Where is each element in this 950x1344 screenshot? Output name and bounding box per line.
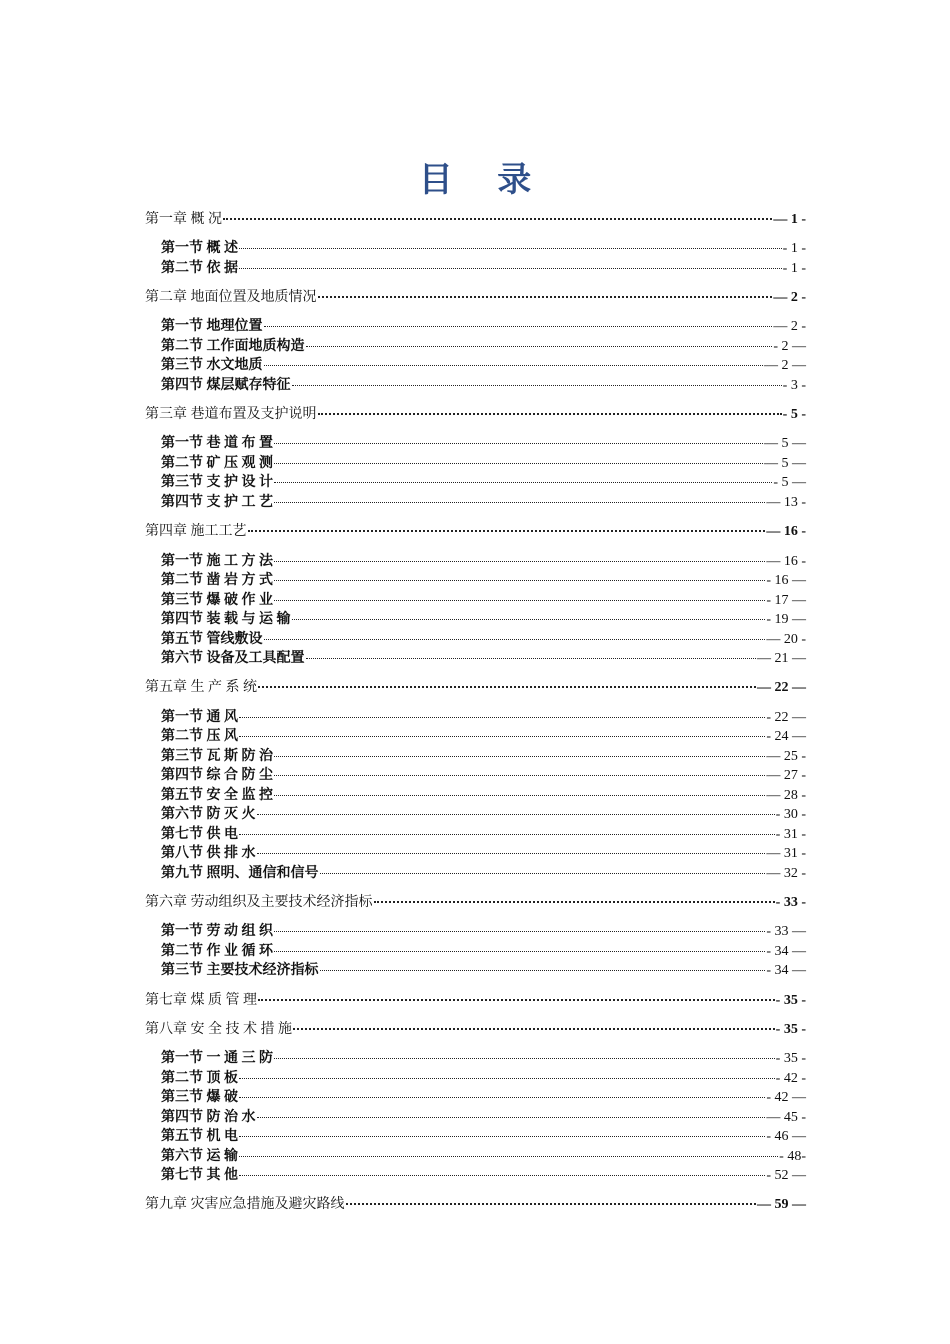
toc-section-entry[interactable]	[145, 591, 806, 611]
toc-section-entry[interactable]	[145, 552, 806, 572]
toc-page-number: — 13 -	[766, 494, 806, 510]
dot-leader	[306, 346, 773, 347]
dot-leader	[318, 413, 782, 415]
toc-entry-label: 第二节 依 据	[161, 260, 238, 276]
dot-leader	[292, 385, 782, 386]
dot-leader	[274, 502, 765, 503]
toc-entry-label: 第八章 安 全 技 术 措 施	[145, 1021, 292, 1037]
toc-chapter-entry[interactable]	[145, 1195, 806, 1215]
toc-chapter-entry[interactable]	[145, 522, 806, 542]
dot-leader	[264, 326, 773, 327]
toc-chapter-entry[interactable]	[145, 1020, 806, 1040]
toc-chapter-entry[interactable]	[145, 405, 806, 425]
dot-leader	[274, 600, 765, 601]
toc-page-number: - 30 -	[775, 807, 806, 823]
toc-page-number: — 2 —	[764, 358, 806, 374]
dot-leader	[257, 853, 766, 854]
toc-entry-label: 第九节 照明、通信和信号	[161, 865, 319, 881]
dot-leader	[306, 658, 757, 659]
toc-section-entry[interactable]	[145, 961, 806, 981]
dot-leader	[274, 795, 765, 796]
toc-section-entry[interactable]	[145, 259, 806, 279]
dot-leader	[320, 873, 766, 874]
dot-leader	[318, 296, 773, 298]
toc-section-entry[interactable]	[145, 844, 806, 864]
toc-section-entry[interactable]	[145, 356, 806, 376]
dot-leader	[274, 931, 765, 932]
toc-section-entry[interactable]	[145, 630, 806, 650]
toc-page-number: - 5 —	[773, 475, 806, 491]
toc-entry-label: 第三节 水文地质	[161, 358, 263, 374]
toc-page-number: — 5 —	[764, 455, 806, 471]
toc-entry-label: 第二节 压 风	[161, 729, 238, 745]
toc-page-number: — 22 —	[757, 680, 806, 696]
toc-entry-label: 第五章 生 产 系 统	[145, 680, 257, 696]
toc-section-entry[interactable]	[145, 805, 806, 825]
toc-entry-label: 第三节 爆 破	[161, 1090, 238, 1106]
toc-section-entry[interactable]	[145, 434, 806, 454]
toc-entry-label: 第七节 供 电	[161, 826, 238, 842]
toc-entry-label: 第七章 煤 质 管 理	[145, 992, 257, 1008]
dot-leader	[320, 970, 766, 971]
toc-section-entry[interactable]	[145, 239, 806, 259]
toc-entry-label: 第四节 装 载 与 运 输	[161, 612, 291, 628]
dot-leader	[258, 686, 756, 688]
toc-page-number: - 35 -	[775, 1051, 806, 1067]
dot-leader	[257, 1117, 766, 1118]
toc-entry-label: 第一节 地理位置	[161, 319, 263, 335]
toc-entry-label: 第二节 工作面地质构造	[161, 338, 305, 354]
toc-page-number: - 31 -	[775, 826, 806, 842]
toc-page-number: — 5 —	[764, 436, 806, 452]
dot-leader	[248, 530, 766, 532]
toc-entry-label: 第一节 概 述	[161, 241, 238, 257]
toc-page-number: — 27 -	[766, 768, 806, 784]
toc-section-entry[interactable]	[145, 1166, 806, 1186]
dot-leader	[274, 951, 765, 952]
toc-chapter-entry[interactable]	[145, 678, 806, 698]
toc-entry-label: 第三节 支 护 设 计	[161, 475, 273, 491]
toc-page-number: — 25 -	[766, 748, 806, 764]
dot-leader	[239, 1175, 765, 1176]
toc-entry-label: 第七节 其 他	[161, 1168, 238, 1184]
toc-entry-label: 第三节 爆 破 作 业	[161, 592, 273, 608]
dot-leader	[274, 561, 765, 562]
toc-section-entry[interactable]	[145, 317, 806, 337]
toc-page-number: - 34 —	[766, 943, 806, 959]
toc-entry-label: 第五节 机 电	[161, 1129, 238, 1145]
toc-page-number: - 52 —	[766, 1168, 806, 1184]
toc-entry-label: 第四节 防 治 水	[161, 1109, 256, 1125]
toc-section-entry[interactable]	[145, 649, 806, 669]
toc-page-number: - 42 -	[775, 1070, 806, 1086]
toc-entry-label: 第六节 运 输	[161, 1148, 238, 1164]
toc-page-number: — 1 -	[773, 212, 806, 227]
dot-leader	[274, 1058, 775, 1059]
toc-section-entry[interactable]	[145, 1127, 806, 1147]
toc-section-entry[interactable]	[145, 473, 806, 493]
toc-entry-label: 第一节 通 风	[161, 709, 238, 725]
toc-section-entry[interactable]	[145, 727, 806, 747]
toc-page-number: - 1 -	[782, 260, 806, 276]
toc-entry-label: 第五节 管线敷设	[161, 631, 263, 647]
dot-leader	[274, 463, 763, 464]
dot-leader	[292, 619, 766, 620]
toc-section-entry[interactable]	[145, 825, 806, 845]
toc-entry-label: 第二节 顶 板	[161, 1070, 238, 1086]
dot-leader	[346, 1203, 757, 1205]
toc-page-number: — 31 -	[766, 846, 806, 862]
toc-section-entry[interactable]	[145, 1049, 806, 1069]
dot-leader	[274, 775, 765, 776]
dot-leader	[274, 756, 765, 757]
toc-entry-label: 第二章 地面位置及地质情况	[145, 290, 317, 306]
toc-entry-label: 第四节 综 合 防 尘	[161, 768, 273, 784]
toc-section-entry[interactable]	[145, 610, 806, 630]
toc-page-number: - 35 -	[775, 1021, 806, 1037]
dot-leader	[274, 482, 772, 483]
toc-entry-label: 第三节 瓦 斯 防 治	[161, 748, 273, 764]
dot-leader	[239, 248, 782, 249]
dot-leader	[239, 1078, 775, 1079]
toc-entry-label: 第四章 施工工艺	[145, 524, 247, 540]
dot-leader	[293, 1028, 775, 1030]
dot-leader	[239, 834, 775, 835]
toc-section-entry[interactable]	[145, 376, 806, 396]
toc-page-number: — 28 -	[766, 787, 806, 803]
toc-page-number: - 16 —	[766, 573, 806, 589]
toc-page-number: - 22 —	[766, 709, 806, 725]
toc-chapter-entry[interactable]	[145, 893, 806, 913]
toc-section-entry[interactable]	[145, 1108, 806, 1128]
dot-leader	[264, 639, 766, 640]
toc-section-entry[interactable]	[145, 747, 806, 767]
toc-entry-label: 第八节 供 排 水	[161, 846, 256, 862]
toc-entry-label: 第九章 灾害应急措施及避灾路线	[145, 1197, 345, 1213]
dot-leader	[264, 365, 764, 366]
toc-page-number: - 33 -	[775, 894, 806, 910]
toc-entry-label: 第六章 劳动组织及主要技术经济指标	[145, 894, 373, 910]
toc-section-entry[interactable]	[145, 1069, 806, 1089]
toc-page-number: - 19 —	[766, 612, 806, 628]
toc-page-number: - 48-	[779, 1148, 806, 1164]
toc-chapter-entry[interactable]	[145, 288, 806, 308]
toc-entry-label: 第二节 作 业 循 环	[161, 943, 273, 959]
toc-page-number: — 16 -	[766, 524, 806, 540]
toc-entry-label: 第一节 巷 道 布 置	[161, 436, 273, 452]
toc-page-number: — 16 -	[766, 553, 806, 569]
toc-page-number: - 42 —	[766, 1090, 806, 1106]
toc-page-number: — 2 -	[773, 319, 806, 335]
toc-entry-label: 第二节 凿 岩 方 式	[161, 573, 273, 589]
toc-section-entry[interactable]	[145, 1147, 806, 1167]
dot-leader	[274, 443, 763, 444]
toc-entry-label: 第一节 施 工 方 法	[161, 553, 273, 569]
toc-entry-label: 第六节 设备及工具配置	[161, 651, 305, 667]
toc-section-entry[interactable]	[145, 493, 806, 513]
toc-page-number: - 5 -	[782, 407, 806, 423]
toc-section-entry[interactable]	[145, 942, 806, 962]
toc-title: 目 录	[418, 162, 550, 199]
dot-leader	[258, 999, 775, 1001]
toc-entry-label: 第二节 矿 压 观 测	[161, 455, 273, 471]
toc-page-number: — 59 —	[757, 1197, 806, 1213]
toc-entry-label: 第六节 防 灭 火	[161, 807, 256, 823]
dot-leader	[239, 736, 765, 737]
toc-entry-label: 第一节 劳 动 组 织	[161, 924, 273, 940]
toc-entry-label: 第三章 巷道布置及支护说明	[145, 407, 317, 423]
dot-leader	[374, 901, 775, 903]
toc-page-number: — 32 -	[766, 865, 806, 881]
dot-leader	[239, 1156, 778, 1157]
toc-chapter-entry[interactable]	[145, 991, 806, 1011]
toc-page-number: - 17 —	[766, 592, 806, 608]
dot-leader	[239, 1136, 765, 1137]
dot-leader	[257, 814, 775, 815]
toc-entry-label: 第三节 主要技术经济指标	[161, 963, 319, 979]
toc-section-entry[interactable]	[145, 786, 806, 806]
toc-section-entry[interactable]	[145, 922, 806, 942]
toc-page-number: - 34 —	[766, 963, 806, 979]
toc-entry-label: 第四节 支 护 工 艺	[161, 494, 273, 510]
dot-leader	[239, 717, 765, 718]
toc-section-entry[interactable]	[145, 766, 806, 786]
toc-page-number: — 2 -	[773, 290, 806, 306]
toc-page-number: - 1 -	[782, 241, 806, 257]
dot-leader	[239, 268, 782, 269]
toc-page-number: - 3 -	[782, 377, 806, 393]
dot-leader	[223, 218, 772, 220]
toc-page-number: — 45 -	[766, 1109, 806, 1125]
toc-page-number: - 35 -	[775, 992, 806, 1008]
toc-section-entry[interactable]	[145, 864, 806, 884]
toc-page-number: - 46 —	[766, 1129, 806, 1145]
toc-entry-label: 第五节 安 全 监 控	[161, 787, 273, 803]
toc-section-entry[interactable]	[145, 337, 806, 357]
toc-page-number: — 20 -	[766, 631, 806, 647]
table-of-contents	[145, 210, 806, 1215]
toc-page-number: — 21 —	[757, 651, 806, 667]
toc-page-number: - 24 —	[766, 729, 806, 745]
toc-section-entry[interactable]	[145, 1088, 806, 1108]
dot-leader	[239, 1097, 765, 1098]
toc-chapter-entry[interactable]	[145, 210, 806, 230]
toc-section-entry[interactable]	[145, 454, 806, 474]
toc-section-entry[interactable]	[145, 571, 806, 591]
toc-section-entry[interactable]	[145, 708, 806, 728]
toc-entry-label: 第一章 概 况	[145, 212, 222, 227]
toc-entry-label: 第四节 煤层赋存特征	[161, 377, 291, 393]
toc-page-number: - 2 —	[773, 338, 806, 354]
dot-leader	[274, 580, 765, 581]
toc-page-number: - 33 —	[766, 924, 806, 940]
toc-entry-label: 第一节 一 通 三 防	[161, 1051, 273, 1067]
